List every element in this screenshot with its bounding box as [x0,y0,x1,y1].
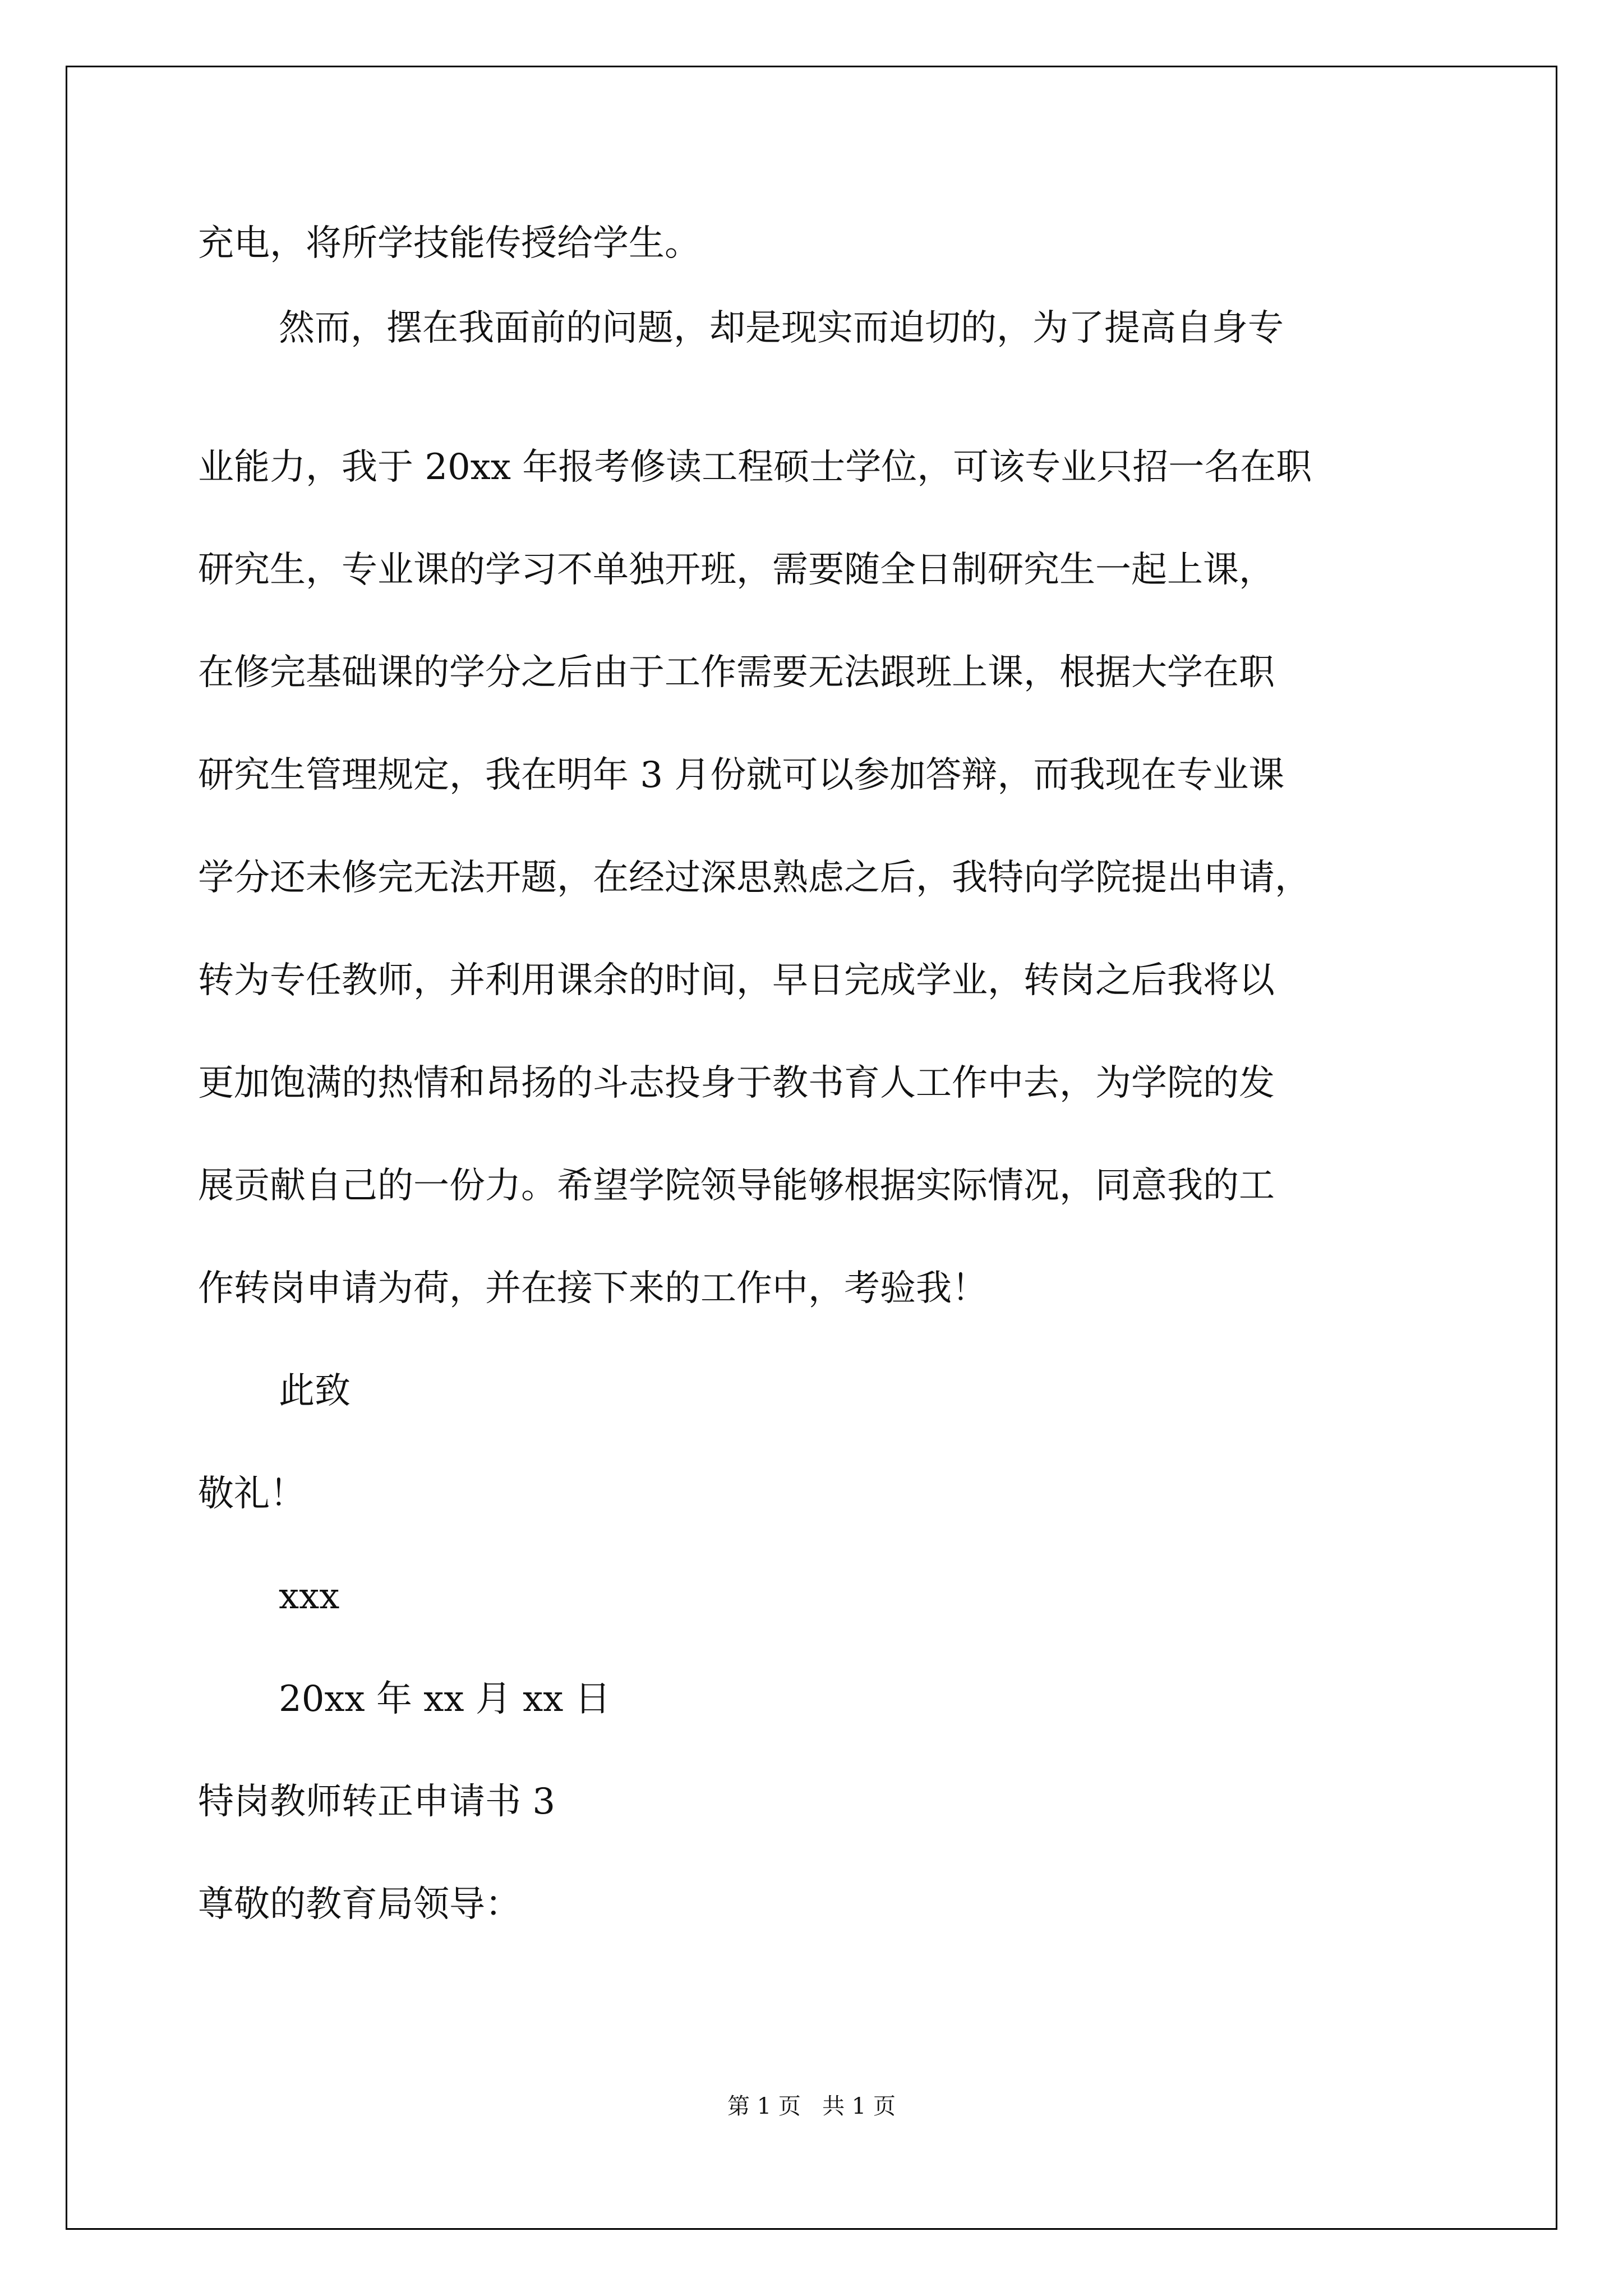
section-title: 特岗教师转正申请书 3 [198,1781,556,1823]
page-footer: 第 1 页 共 1 页 [727,2093,896,2119]
body-line-7: 学分还未修完无法开题，在经过深思熟虑之后，我特向学院提出申请， [198,857,1311,899]
body-line-11: 作转岗申请为荷，并在接下来的工作中，考验我！ [198,1268,988,1309]
body-line-6: 研究生管理规定，我在明年 3 月份就可以参加答辩，而我现在专业课 [198,754,1285,796]
body-line-10: 展贡献自己的一份力。希望学院领导能够根据实际情况，同意我的工 [198,1165,1275,1207]
signature-name: xxx [279,1576,340,1617]
body-line-5: 在修完基础课的学分之后由于工作需要无法跟班上课，根据大学在职 [198,652,1275,693]
letter-greeting: 尊敬的教育局领导： [198,1884,521,1925]
paragraph-start-line: 然而，摆在我面前的问题，却是现实而迫切的，为了提高自身专 [279,307,1284,349]
salutation-closing: 此致 [279,1370,351,1412]
body-line-9: 更加饱满的热情和昂扬的斗志投身于教书育人工作中去，为学院的发 [198,1062,1275,1104]
salutation-respect: 敬礼！ [198,1473,306,1515]
body-line-8: 转为专任教师，并利用课余的时间，早日完成学业，转岗之后我将以 [198,960,1275,1001]
body-line-1: 充电，将所学技能传授给学生。 [198,223,700,264]
body-line-3: 业能力，我于 20xx 年报考修读工程硕士学位，可该专业只招一名在职 [198,447,1312,488]
body-line-4: 研究生，专业课的学习不单独开班，需要随全日制研究生一起上课， [198,549,1275,591]
signature-date: 20xx 年 xx 月 xx 日 [279,1678,611,1720]
